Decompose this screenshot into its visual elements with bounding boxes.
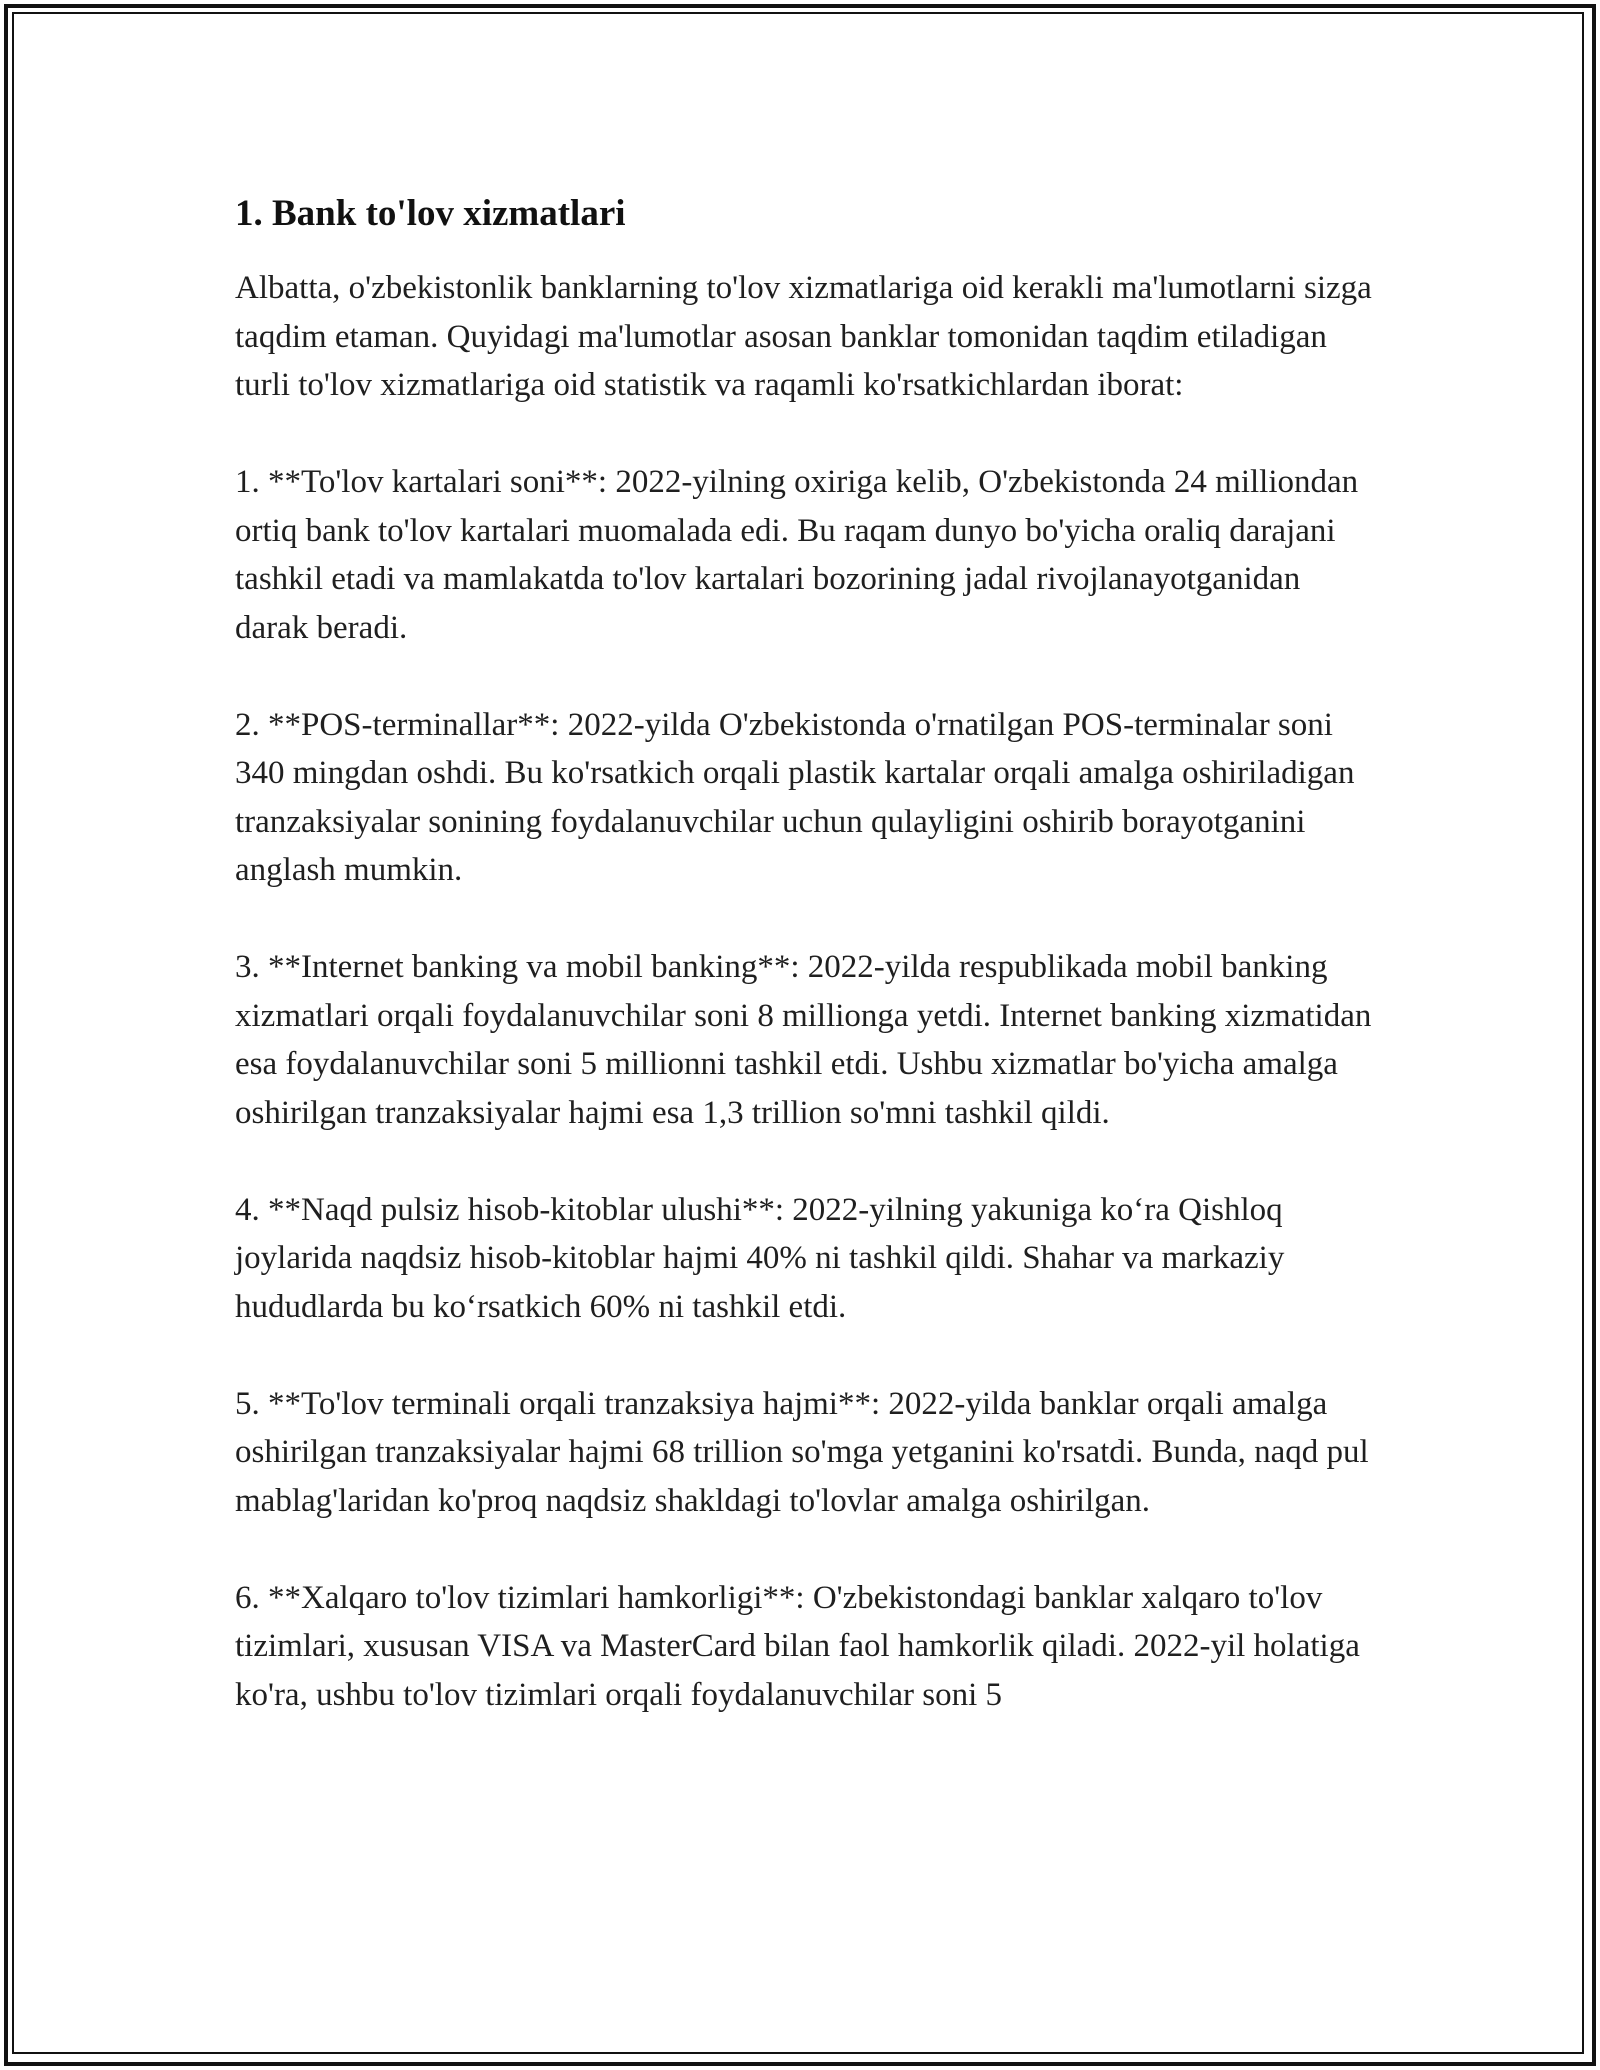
list-item-terminal-transaction-volume: 5. **To'lov terminali orqali tranzaksiya hajmi**: 2022-yilda banklar orqali amalga oshirilgan tranzaksiyalar hajmi 68 trillion so'mga yetganini ko'rsatdi. Bunda, naqd pul mablag'laridan ko'proq naqdsiz shakldagi to'lovlar amalga oshirilgan. bbox=[235, 1385, 1369, 1519]
section-heading: 1. Bank to'lov xizmatlari bbox=[235, 193, 626, 234]
intro-paragraph: Albatta, o'zbekistonlik banklarning to'lov xizmatlariga oid kerakli ma'lumotlarni sizga taqdim etaman. Quyidagi ma'lumotlar asosan banklar tomonidan taqdim etiladigan turli to'lov xizmatlariga oid statistik va raqamli ko'rsatkichlardan iborat: bbox=[235, 270, 1372, 403]
list-item-internet-mobile-banking: 3. **Internet banking va mobil banking**: 2022-yilda respublikada mobil banking xizmatlari orqali foydalanuvchilar soni 8 millionga yetdi. Internet banking xizmatidan esa foydalanuvchilar soni 5 millionni tashkil etdi. Ushbu xizmatlar bo'yicha amalga oshirilgan tranzaksiyalar hajmi esa 1,3 trillion so'mni tashkil qildi. bbox=[235, 949, 1372, 1131]
list-item-international-payment-systems: 6. **Xalqaro to'lov tizimlari hamkorligi**: O'zbekistondagi banklar xalqaro to'lov tizimlari, xususan VISA va MasterCard bilan faol hamkorlik qiladi. 2022-yil holatiga ko'ra, ushbu to'lov tizimlari orqali foydalanuvchilar soni 5 bbox=[235, 1579, 1360, 1713]
list-item-cashless-share: 4. **Naqd pulsiz hisob-kitoblar ulushi**: 2022-yilning yakuniga ko‘ra Qishloq joylarida naqdsiz hisob-kitoblar hajmi 40% ni tashkil qildi. Shahar va markaziy hududlarda bu ko‘rsatkich 60% ni tashkil etdi. bbox=[235, 1191, 1285, 1325]
list-item-pos-terminals: 2. **POS-terminallar**: 2022-yilda O'zbekistonda o'rnatilgan POS-terminalar soni 340 mingdan oshdi. Bu ko'rsatkich orqali plastik kartalar orqali amalga oshiriladigan tranzaksiyalar sonining foydalanuvchilar uchun qulayligini oshirib borayotganini anglash mumkin. bbox=[235, 706, 1355, 888]
list-item-payment-cards: 1. **To'lov kartalari soni**: 2022-yilning oxiriga kelib, O'zbekistonda 24 milliondan ortiq bank to'lov kartalari muomalada edi. Bu raqam dunyo bo'yicha oraliq darajani tashkil etadi va mamlakatda to'lov kartalari bozorining jadal rivojlanayotganidan darak beradi. bbox=[235, 464, 1359, 646]
document-body bbox=[235, 186, 1375, 1768]
